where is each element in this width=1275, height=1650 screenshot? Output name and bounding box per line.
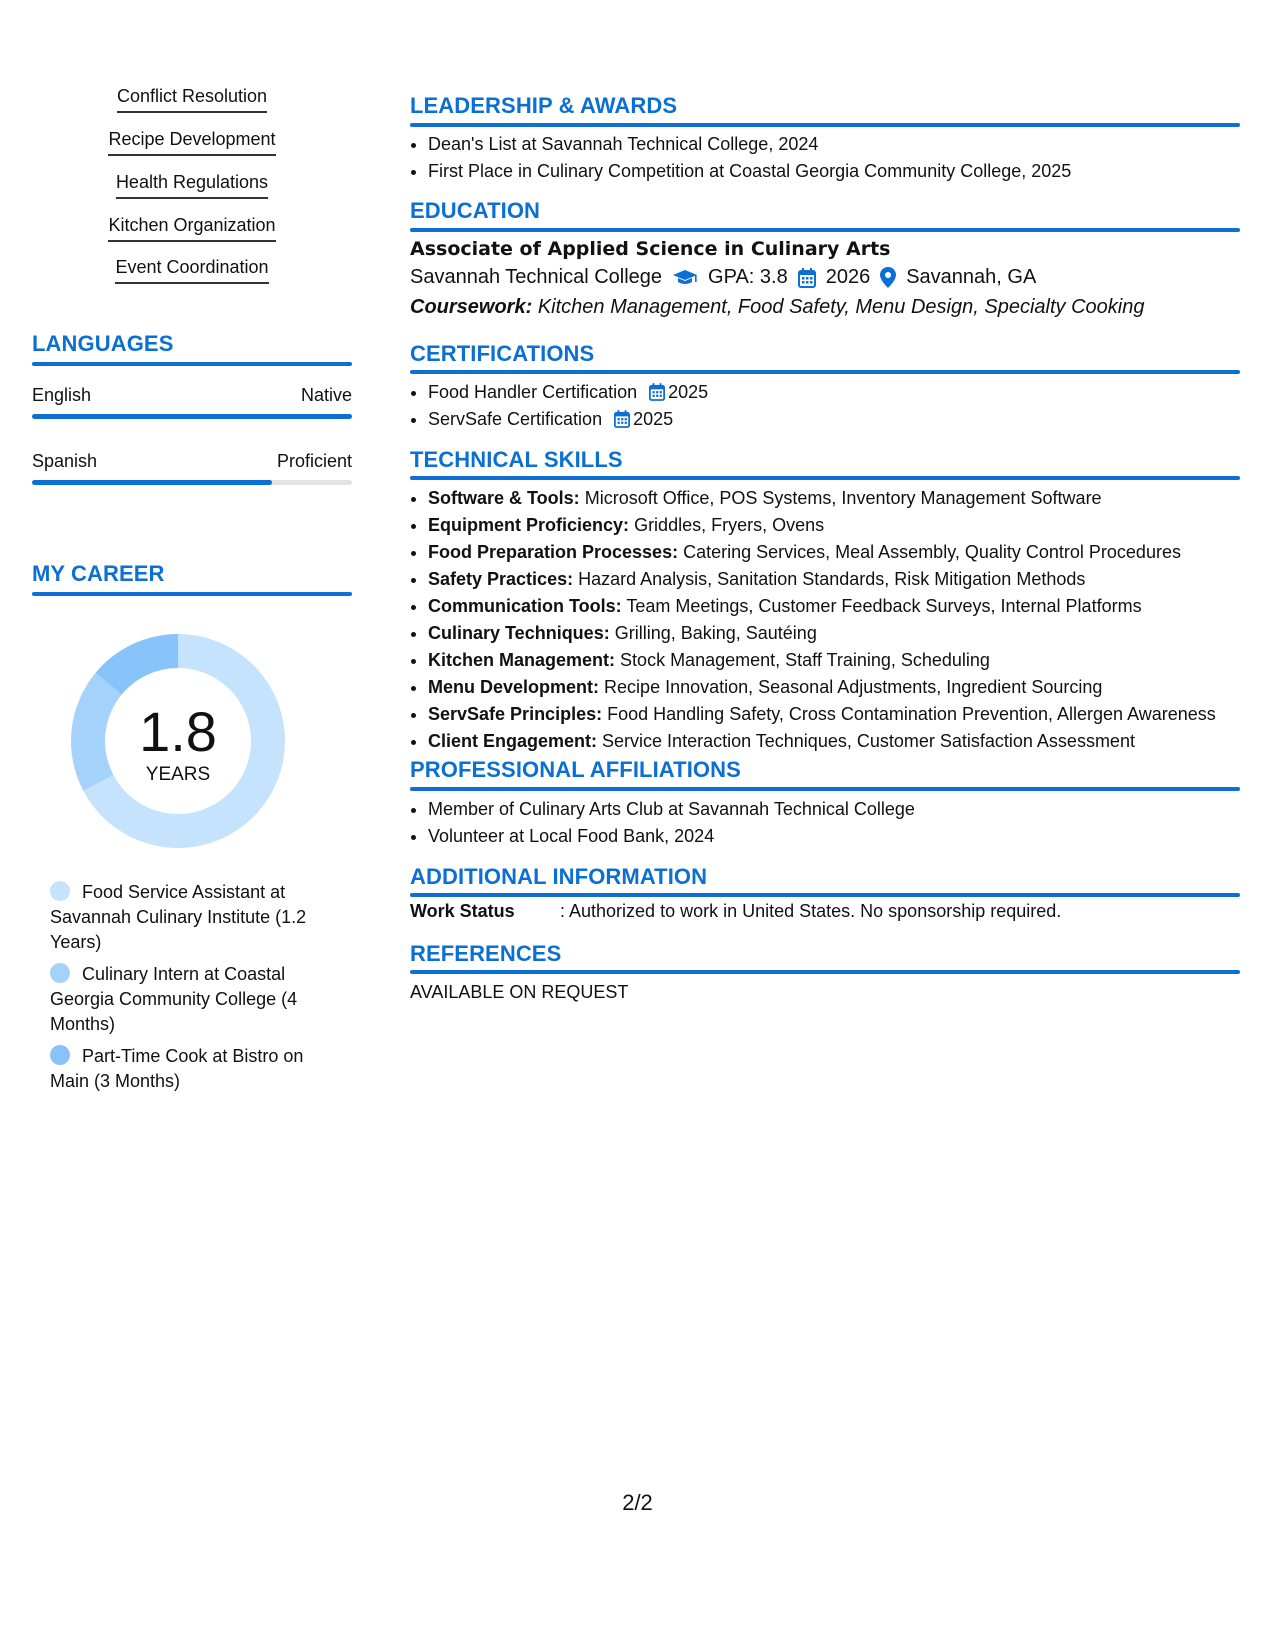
skill-values: Griddles, Fryers, Ovens: [634, 515, 825, 535]
skill-category: Safety Practices:: [428, 569, 574, 589]
list-item: [428, 728, 1258, 755]
gpa: GPA: 3.8: [708, 266, 788, 288]
skill-item: [32, 129, 352, 156]
career-legend-item: [50, 962, 340, 1037]
skill-values: Team Meetings, Customer Feedback Surveys, Internal Platforms: [626, 596, 1142, 616]
language-level: Native: [300, 385, 352, 405]
legend-label: Part-Time Cook at Bistro on Main (3 Months): [50, 1046, 304, 1091]
skill-values: Microsoft Office, POS Systems, Inventory Management Software: [584, 488, 1102, 508]
certification-name: Food Handler Certification: [428, 382, 638, 402]
career-total-value: 1.8: [139, 700, 217, 763]
skill-values: Catering Services, Meal Assembly, Quality Control Procedures: [683, 542, 1181, 562]
calendar-icon: [614, 410, 630, 428]
references-text: AVAILABLE ON REQUEST: [410, 982, 629, 1002]
coursework: [410, 296, 1144, 319]
leadership-title: LEADERSHIP & AWARDS: [410, 93, 678, 118]
skill-category: Client Engagement:: [428, 731, 598, 751]
leadership-list: [410, 131, 1071, 185]
references-title: REFERENCES: [410, 941, 562, 966]
skill-category: Communication Tools:: [428, 596, 622, 616]
career-legend-item: [50, 1044, 340, 1094]
technical-skills-list: [410, 485, 1258, 755]
list-item: [428, 566, 1258, 593]
list-item: [428, 620, 1258, 647]
language-name: Spanish: [32, 451, 98, 471]
list-item: • Dean's List at Savannah Technical College, 2024: [428, 131, 1071, 158]
legend-dot: [50, 1045, 70, 1065]
location-pin-icon: [880, 267, 896, 288]
graduation-year: 2026: [825, 266, 871, 288]
language-bar-fill: [32, 414, 352, 419]
skill-category: Kitchen Management:: [428, 650, 616, 670]
language-bar-fill: [32, 480, 272, 485]
affiliations-list: [410, 796, 915, 850]
list-item: • Volunteer at Local Food Bank, 2024: [428, 823, 915, 850]
degree-title: Associate of Applied Science in Culinary Arts: [410, 238, 891, 260]
leadership-rule: [410, 123, 1240, 127]
additional-info-title: ADDITIONAL INFORMATION: [410, 864, 708, 889]
list-item: [428, 406, 708, 433]
certification-year: 2025: [633, 409, 674, 429]
skill-values: Service Interaction Techniques, Customer Satisfaction Assessment: [602, 731, 1135, 751]
list-item: [428, 647, 1258, 674]
page-number: 2/2: [622, 1490, 653, 1515]
languages-rule: [32, 362, 352, 366]
calendar-icon: [798, 268, 816, 288]
list-item: [428, 485, 1258, 512]
skill-item: [32, 257, 352, 284]
career-legend-item: [50, 880, 340, 955]
work-status-label: Work Status: [410, 901, 515, 921]
skill-values: Food Handling Safety, Cross Contamination Prevention, Allergen Awareness: [607, 704, 1216, 724]
skill-values: Hazard Analysis, Sanitation Standards, Risk Mitigation Methods: [578, 569, 1086, 589]
additional-info-rule: [410, 893, 1240, 897]
languages-title: LANGUAGES: [32, 331, 174, 356]
skill-label: Health Regulations: [116, 172, 268, 199]
skill-category: Food Preparation Processes:: [428, 542, 679, 562]
skill-category: ServSafe Principles:: [428, 704, 603, 724]
education-location: Savannah, GA: [906, 266, 1037, 288]
language-name: English: [32, 385, 92, 405]
skill-item: [32, 172, 352, 199]
list-item: [428, 512, 1258, 539]
career-donut-chart: [62, 625, 294, 857]
affiliations-rule: [410, 787, 1240, 791]
education-rule: [410, 228, 1240, 232]
career-total-unit: YEARS: [145, 764, 211, 785]
certification-year: 2025: [668, 382, 709, 402]
skill-values: Grilling, Baking, Sautéing: [614, 623, 817, 643]
career-title: MY CAREER: [32, 561, 165, 586]
list-item: [428, 539, 1258, 566]
language-level: Proficient: [276, 451, 352, 471]
education-title: EDUCATION: [410, 198, 541, 223]
list-item: [428, 593, 1258, 620]
skill-values: Stock Management, Staff Training, Scheduling: [620, 650, 990, 670]
technical-skills-title: TECHNICAL SKILLS: [410, 447, 623, 472]
list-item: [428, 674, 1258, 701]
certifications-title: CERTIFICATIONS: [410, 341, 595, 366]
skill-label: Event Coordination: [115, 257, 268, 284]
skill-category: Culinary Techniques:: [428, 623, 610, 643]
legend-dot: [50, 963, 70, 983]
career-rule: [32, 592, 352, 596]
education-details: [410, 266, 1036, 289]
list-item: [428, 701, 1258, 728]
skill-item: [32, 215, 352, 242]
skill-label: Recipe Development: [108, 129, 275, 156]
skill-label: Kitchen Organization: [108, 215, 275, 242]
skill-label: Conflict Resolution: [117, 86, 267, 113]
donut-slice: [71, 673, 122, 791]
language-bar-english: [32, 414, 352, 419]
skill-values: Recipe Innovation, Seasonal Adjustments, Ingredient Sourcing: [604, 677, 1103, 697]
calendar-icon: [649, 383, 665, 401]
work-status-value: : Authorized to work in United States. No sponsorship required.: [560, 901, 1062, 921]
legend-label: Food Service Assistant at Savannah Culinary Institute (1.2 Years): [50, 882, 307, 952]
skill-category: Menu Development:: [428, 677, 600, 697]
language-bar-spanish: [32, 480, 352, 485]
affiliations-title: PROFESSIONAL AFFILIATIONS: [410, 757, 741, 782]
certification-name: ServSafe Certification: [428, 409, 603, 429]
graduation-cap-icon: [672, 269, 698, 287]
skill-category: Equipment Proficiency:: [428, 515, 630, 535]
certifications-list: [410, 379, 708, 433]
list-item: • Member of Culinary Arts Club at Savannah Technical College: [428, 796, 915, 823]
certifications-rule: [410, 370, 1240, 374]
school-name: Savannah Technical College: [410, 266, 663, 288]
legend-dot: [50, 881, 70, 901]
list-item: [428, 379, 708, 406]
legend-label: Culinary Intern at Coastal Georgia Community College (4 Months): [50, 964, 298, 1034]
list-item: • First Place in Culinary Competition at Coastal Georgia Community College, 2025: [428, 158, 1071, 185]
work-status-row: [410, 901, 1240, 922]
skill-item: [32, 86, 352, 113]
technical-skills-rule: [410, 476, 1240, 480]
coursework-label: Coursework:: [410, 296, 533, 318]
references-rule: [410, 970, 1240, 974]
coursework-list: Kitchen Management, Food Safety, Menu Design, Specialty Cooking: [537, 296, 1145, 318]
skill-category: Software & Tools:: [428, 488, 580, 508]
